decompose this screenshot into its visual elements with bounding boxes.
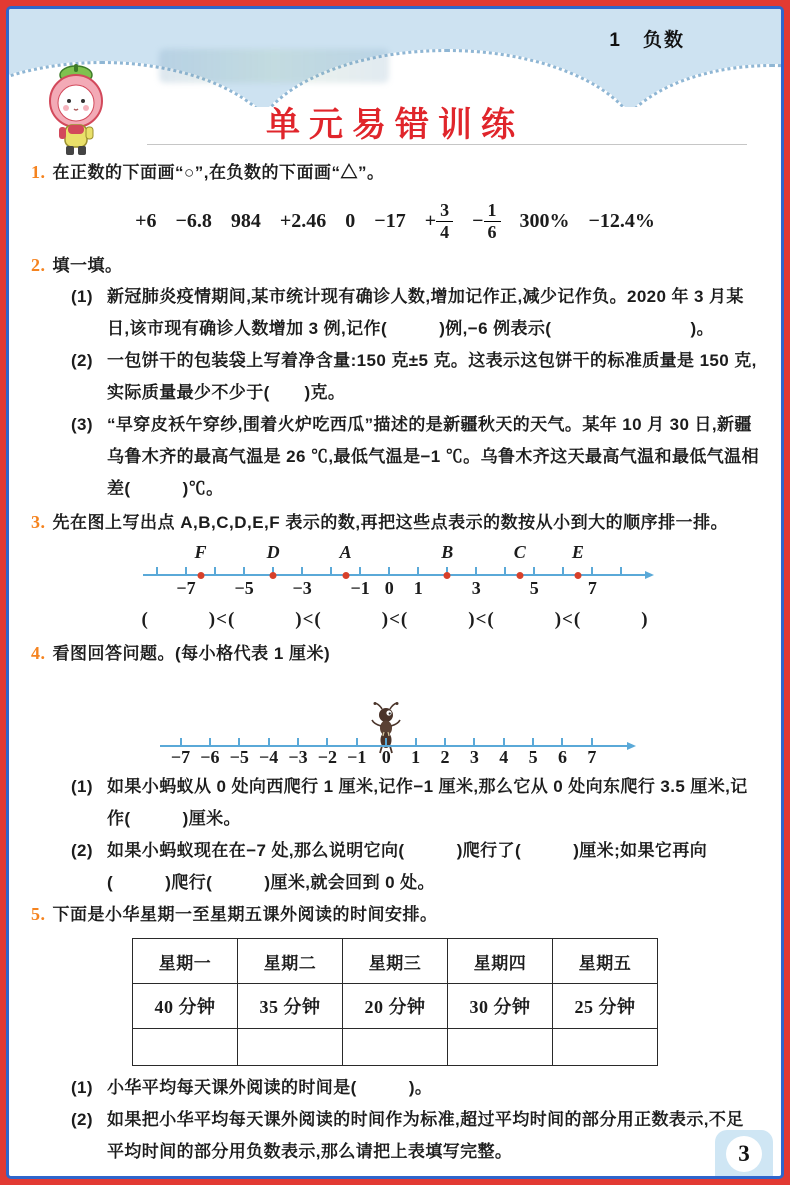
chapter-label: 1 负数 xyxy=(609,30,685,51)
question-3-number: 3. xyxy=(31,512,46,532)
math-number: +6 xyxy=(135,209,157,232)
table-value-cell: 40 分钟 xyxy=(133,984,238,1029)
question-3-text: 先在图上写出点 A,B,C,D,E,F 表示的数,再把这些点表示的数按从小到大的顺序排一排。 xyxy=(52,513,729,532)
axis xyxy=(143,564,648,576)
table-empty-cell xyxy=(238,1029,343,1066)
table-header-cell: 星期五 xyxy=(553,939,658,984)
math-number: −17 xyxy=(374,209,406,232)
math-number: 0 xyxy=(345,209,356,232)
number-line-q3 xyxy=(143,542,648,602)
fraction-number: − $\frac{1}{6}$ xyxy=(472,201,500,242)
question-2-item-2: (2) 一包饼干的包装袋上写着净含量:150 克±5 克。这表示这包饼干的标准质量是 150 克,实际质量最少不少于( )克。 xyxy=(71,351,757,402)
question-2-number: 2. xyxy=(31,255,46,275)
question-2-heading xyxy=(31,250,759,281)
table-header-cell: 星期三 xyxy=(343,939,448,984)
table-empty-cell xyxy=(553,1029,658,1066)
page-frame xyxy=(6,6,784,1179)
ordering-blanks: ( )<( )<( )<( )<( )<( ) xyxy=(141,609,649,630)
table-empty-row xyxy=(133,1029,658,1066)
question-4-heading xyxy=(31,638,759,669)
math-number: 300% xyxy=(519,209,570,232)
table-header-cell: 星期四 xyxy=(448,939,553,984)
question-1-heading xyxy=(31,157,759,188)
fraction-number: + $\frac{3}{4}$ xyxy=(425,201,453,242)
page-number: 3 xyxy=(726,1136,762,1172)
table-empty-cell xyxy=(133,1029,238,1066)
question-4-item-1: (1) 如果小蚂蚁从 0 处向西爬行 1 厘米,记作−1 厘米,那么它从 0 处向东爬行 3.5 厘米,记作( )厘米。 xyxy=(71,777,748,828)
reading-schedule-table xyxy=(132,938,658,1066)
axis xyxy=(160,735,630,747)
number-line-tick-labels: −7 −6 −5 −4 −3 −2 −1 0 1 2 3 4 5 6 7 xyxy=(170,747,597,767)
question-2-text: 填一填。 xyxy=(52,256,123,275)
number-line-q4 xyxy=(160,671,630,771)
print-bleed-artifact xyxy=(159,49,389,83)
number-line-point-letters: F D A B C E xyxy=(194,542,584,562)
question-1-number-list xyxy=(31,198,759,244)
table-header-cell: 星期一 xyxy=(133,939,238,984)
question-5-item-1: (1) 小华平均每天课外阅读的时间是( )。 xyxy=(71,1078,433,1097)
question-3-heading xyxy=(31,507,759,538)
math-number: +2.46 xyxy=(279,209,327,232)
math-number: −6.8 xyxy=(175,209,212,232)
mascot-illustration xyxy=(33,61,119,166)
question-1-number: 1. xyxy=(31,162,46,182)
question-2-item-3: (3) “早穿皮袄午穿纱,围着火炉吃西瓜”描述的是新疆秋天的天气。某年 10 月 30 日,新疆乌鲁木齐的最高气温是 26 ℃,最低气温是−1 ℃。乌鲁木齐这天最高气温和最低气温相差( )℃。 xyxy=(71,415,759,498)
question-4-item-2: (2) 如果小蚂蚁现在在−7 处,那么说明它向( )爬行了( )厘米;如果它再向( )爬行( )厘米,就会回到 0 处。 xyxy=(71,841,708,892)
question-5-text: 下面是小华星期一至星期五课外阅读的时间安排。 xyxy=(52,905,438,924)
header-sky-band xyxy=(9,9,781,149)
question-2-item-1: (1) 新冠肺炎疫情期间,某市统计现有确诊人数,增加记作正,减少记作负。2020 年 3 月某日,该市现有确诊人数增加 3 例,记作( )例,−6 例表示( )。 xyxy=(71,287,744,338)
table-empty-cell xyxy=(448,1029,553,1066)
table-value-cell: 25 分钟 xyxy=(553,984,658,1029)
question-5-item-2: (2) 如果把小华平均每天课外阅读的时间作为标准,超过平均时间的部分用正数表示,不足平均时间的部分用负数表示,那么请把上表填写完整。 xyxy=(71,1110,744,1161)
table-value-cell: 35 分钟 xyxy=(238,984,343,1029)
question-4-number: 4. xyxy=(31,643,46,663)
page-title: 单元易错训练 xyxy=(266,106,524,144)
table-header-cell: 星期二 xyxy=(238,939,343,984)
table-header-row xyxy=(133,939,658,984)
question-5-heading xyxy=(31,899,759,930)
math-number: 984 xyxy=(230,209,261,232)
table-value-cell: 30 分钟 xyxy=(448,984,553,1029)
worksheet-content xyxy=(9,149,781,1168)
table-empty-cell xyxy=(343,1029,448,1066)
table-value-row xyxy=(133,984,658,1029)
number-line-tick-labels: −7 −5 −3 −1 0 1 3 5 7 xyxy=(176,578,597,598)
table-value-cell: 20 分钟 xyxy=(343,984,448,1029)
question-5-number: 5. xyxy=(31,904,46,924)
page-number-badge xyxy=(715,1130,773,1176)
question-1-text: 在正数的下面画“○”,在负数的下面画“△”。 xyxy=(52,163,385,182)
math-number: −12.4% xyxy=(588,209,655,232)
question-4-text: 看图回答问题。(每小格代表 1 厘米) xyxy=(52,644,331,663)
